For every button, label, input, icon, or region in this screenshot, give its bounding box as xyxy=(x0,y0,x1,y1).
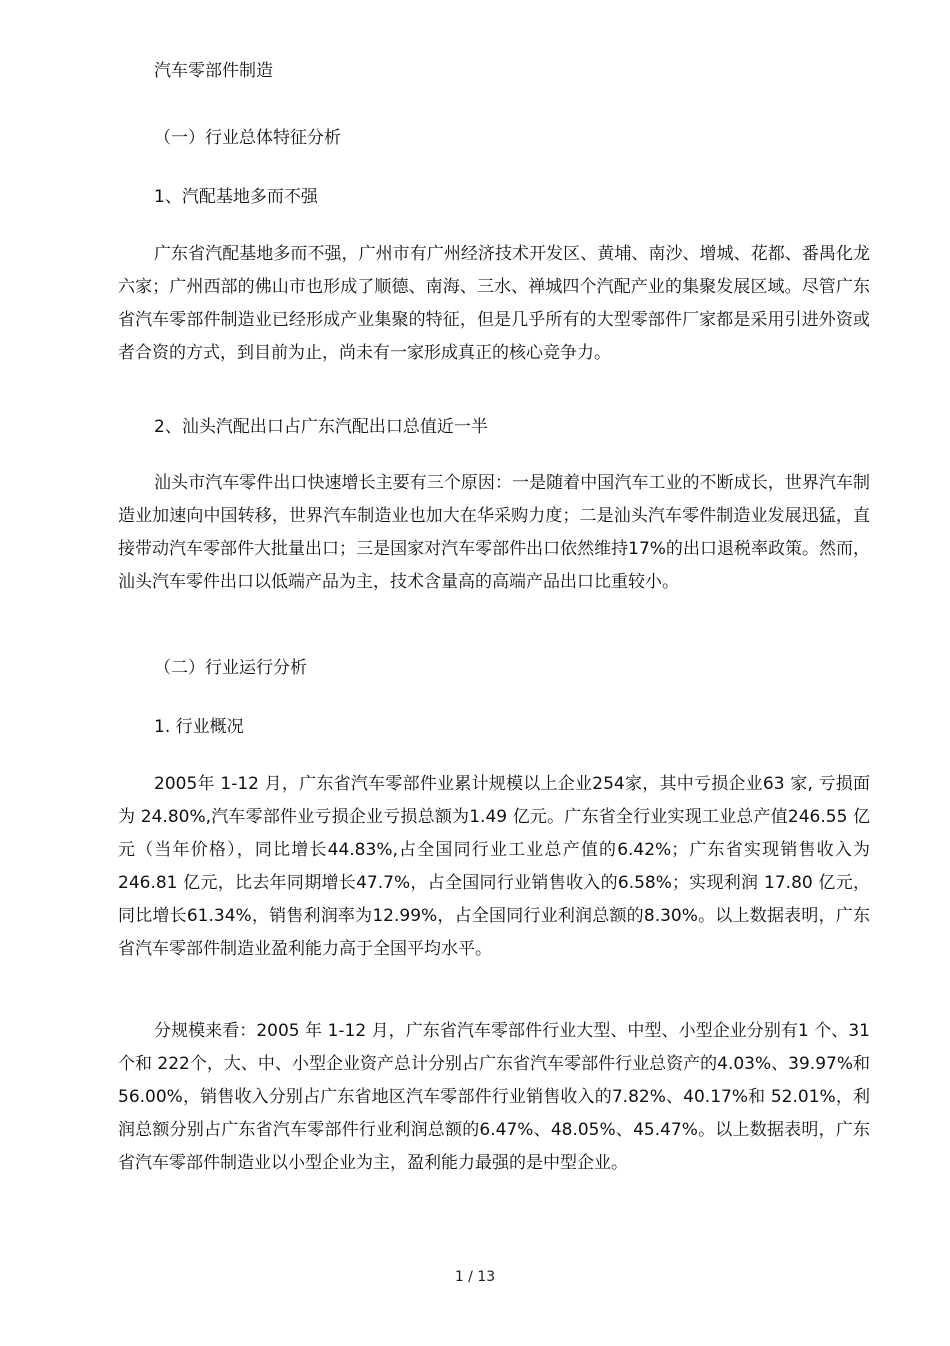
subheading-shantou-exports: 2、汕头汽配出口占广东汽配出口总值近一半 xyxy=(154,417,488,437)
page-number: 1 / 13 xyxy=(454,1269,496,1285)
subheading-industry-overview: 1. 行业概况 xyxy=(154,717,244,737)
paragraph-parts-bases: 广东省汽配基地多而不强，广州市有广州经济技术开发区、黄埔、南沙、增城、花都、番禺化龙六家；广州西部的佛山市也形成了顺德、南海、三水、禅城四个汽配产业的集聚发展区域。尽管广东省汽车零部件制造业已经形成产业集聚的特征，但是几乎所有的大型零部件厂家都是采用引进外资或者合资的方式，到目前为止，尚未有一家形成真正的核心竞争力。 xyxy=(118,244,870,363)
subheading-parts-bases: 1、汽配基地多而不强 xyxy=(154,187,318,207)
paragraph-industry-overview: 2005年 1-12 月，广东省汽车零部件业累计规模以上企业254家，其中亏损企业63 家, 亏损面为 24.80%,汽车零部件业亏损企业亏损总额为1.49 亿元。广东省全行业实现工业总产值246.55 亿元（当年价格），同比增长44.83%,占全国同行业工业总产值的6.42%；广东省实现销售收入为 246.81 亿元，比去年同期增长47.7%，占全国同行业销售收入的6.58%；实现利润 17.80 亿元，同比增长61.34%，销售利润率为12.99%，占全国同行业利润总额的8.30%。以上数据表明，广东省汽车零部件制造业盈利能力高于全国平均水平。 xyxy=(118,774,870,959)
document-title: 汽车零部件制造 xyxy=(154,61,273,81)
section-heading-overall-features: （一）行业总体特征分析 xyxy=(154,128,341,148)
section-heading-operation-analysis: （二）行业运行分析 xyxy=(154,658,307,678)
paragraph-scale-breakdown: 分规模来看：2005 年 1-12 月，广东省汽车零部件行业大型、中型、小型企业分别有1 个、31 个和 222个，大、中、小型企业资产总计分别占广东省汽车零部件行业总资产的4.03%、39.97%和 56.00%，销售收入分别占广东省地区汽车零部件行业销售收入的7.82%、40.17%和 52.01%，利润总额分别占广东省汽车零部件行业利润总额的6.47%、48.05%、45.47%。以上数据表明，广东省汽车零部件制造业以小型企业为主，盈利能力最强的是中型企业。 xyxy=(118,1021,870,1173)
paragraph-shantou-exports: 汕头市汽车零件出口快速增长主要有三个原因：一是随着中国汽车工业的不断成长，世界汽车制造业加速向中国转移，世界汽车制造业也加大在华采购力度；二是汕头汽车零件制造业发展迅猛，直接带动汽车零部件大批量出口；三是国家对汽车零部件出口依然维持17%的出口退税率政策。然而，汕头汽车零件出口以低端产品为主，技术含量高的高端产品出口比重较小。 xyxy=(118,473,870,592)
